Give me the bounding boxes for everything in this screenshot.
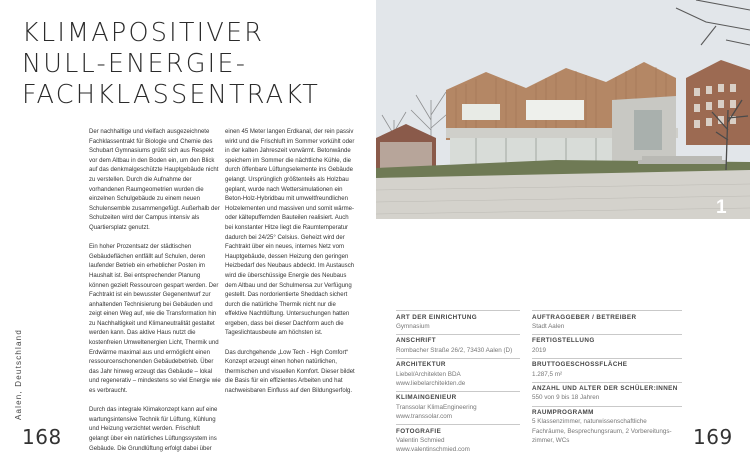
info-value-line: Fachräume, Besprechungsraum, 2 Vorbereitungs- <box>532 427 672 435</box>
info-label: FOTOGRAFIE <box>396 424 520 436</box>
info-value-line: Gymnasium <box>396 322 430 330</box>
info-value-line: Rombacher Straße 26/2, 73430 Aalen (D) <box>396 346 513 354</box>
info-value-line: www.valentinschmied.com <box>396 445 470 453</box>
body-column-2 <box>225 128 357 406</box>
building-photo-illustration <box>376 0 750 219</box>
info-label: BRUTTOGESCHOSSFLÄCHE <box>532 358 682 370</box>
info-label: KLIMAINGENIEUR <box>396 391 520 403</box>
info-value-line: 1.287,5 m² <box>532 370 563 378</box>
info-value-line: Liebel/Architekten BDA <box>396 370 461 378</box>
info-value-line: zimmer, WCs <box>532 436 570 444</box>
title-line-1: KLIMAPOSITIVER <box>22 18 265 48</box>
building-photo <box>376 0 750 219</box>
info-label: FERTIGSTELLUNG <box>532 334 682 346</box>
info-value-line: 550 von 9 bis 18 Jahren <box>532 394 600 402</box>
location-label: Aalen, Deutschland <box>14 329 23 420</box>
info-value <box>396 322 520 331</box>
info-value-line: Transsolar KlimaEngineering <box>396 403 477 411</box>
info-value-line: 5 Klassenzimmer, naturwissenschaftliche <box>532 418 647 426</box>
info-label: AUFTRAGGEBER / BETREIBER <box>532 310 682 322</box>
paragraph: Ein hoher Prozentsatz der städtischen Gebäudeflächen entfällt auf Schulen, deren laufender Betrieb ein erheblicher Posten im Haushalt ist. Bei entsprechender Planung können gezielt Ressourcen gespart werden. Der Fachtrakt ist ein bewusster Gegenentwurf zur anhaltenden Technisierung bei Gebäuden und zeigt einen Weg auf, wie die Transformation hin zu Nachhaltigkeit und Klimaneutralität gestaltet werden kann. Das aktive Haus nutzt die kostenfreien Umweltenergien Licht, Thermik und Erdwärme maximal aus und ermöglicht einen ressourcenschonenden Gebäudebetrieb. Über das Jahr hinweg erzeugt das Gebäude – lokal und regenerativ – mindestens so viel Energie wie es verbraucht. <box>89 244 221 395</box>
paragraph: Durch das integrale Klimakonzept kann auf eine wartungsintensive Technik für Lüftung, Kühlung und Heizung verzichtet werden. Frischluft gelangt über ein natürliches Lüftungssystem ins Gebäude. Die Grundlüftung erfolgt dabei über <box>89 407 218 452</box>
info-value-line: www.transsolar.com <box>396 412 452 420</box>
info-value <box>532 417 682 445</box>
info-value <box>396 436 520 454</box>
info-value <box>396 403 520 421</box>
info-value-line: 2019 <box>532 346 547 354</box>
paragraph: Das durchgehende „Low Tech - High Comfort“ Konzept erzeugt einen hohen natürlichen, thermischen und visuellen Komfort. Dieser bildet die Basis für ein effizientes Arbeiten und hat nachweisbaren Einfluss auf den Bildungserfolg. <box>225 349 355 395</box>
paragraph: einen 45 Meter langen Erdkanal, der rein passiv wirkt und die Frischluft im Sommer vorkühlt oder in der kalten Jahreszeit vorwärmt. Betonwände speichern im Sommer die nächtliche Kühle, die durch öffenbare Lüftungselemente ins Gebäude gelangt. Ursprünglich größtenteils als Holzbau geplant, wurde nach Wettersimulationen ein Beton-Holz-Hybridbau mit umweltfreundlichen Holzelementen und massiven und somit wärme- oder kältepuffernden Bauteilen realisiert. Auch bei konstanter Hitze liegt die Raumtemperatur dadurch bei 24/25° Celsius. Geheizt wird der Fachtrakt über ein neues, internes Netz vom Hauptgebäude, dessen Heizung den geringen Heizbedarf des Neubaus abdeckt. Im Austausch wird die überschüssige Energie des Neubaus dem Altbau und der Schulmensa zur Verfügung gestellt. Das nordorientierte Sheddach sichert durch die natürliche Thermik nicht nur die effektive Nachtlüftung. Untersuchungen hatten ergeben, dass bei dieser Dachform auch die Tageslichtausbeute am höchsten ist. <box>225 129 355 337</box>
page-number-right: 169 <box>693 425 733 449</box>
page-title <box>22 18 352 111</box>
info-value-line: Stadt Aalen <box>532 322 565 330</box>
info-label: ANZAHL UND ALTER DER SCHÜLER:INNEN <box>532 382 682 394</box>
project-info-left <box>396 307 520 456</box>
paragraph: Der nachhaltige und vielfach ausgezeichnete Fachklassentrakt für Biologie und Chemie des Schubart Gymnasiums grüßt sich aus Respekt vor dem Altbau in den Boden ein, um den Blick auf das denkmalgeschützte Hauptgebäude nicht zu verstellen. Durch die Aufnahme der vorhandenen Raumgeometrien wurden die einzelnen Schulgebäude zu einem neuen Schulensemble zusammengefügt. Außerhalb der Schulzeiten wird der Campus intensiv als Quartiersplatz genutzt. <box>89 129 220 231</box>
project-info-right <box>532 307 682 447</box>
info-label: ANSCHRIFT <box>396 334 520 346</box>
info-value <box>396 346 520 355</box>
info-value-line: Valentin Schmied <box>396 436 445 444</box>
body-column-1 <box>89 128 221 464</box>
info-value <box>532 370 682 379</box>
title-line-3: FACHKLASSENTRAKT <box>22 80 321 110</box>
info-label: ARCHITEKTUR <box>396 358 520 370</box>
info-value <box>532 346 682 355</box>
photo-number: 1 <box>716 197 727 218</box>
info-label: RAUMPROGRAMM <box>532 406 682 418</box>
info-value <box>396 370 520 388</box>
page-number-left: 168 <box>22 425 62 449</box>
info-value <box>532 393 682 402</box>
info-label: ART DER EINRICHTUNG <box>396 310 520 322</box>
title-line-2: NULL-ENERGIE- <box>22 49 248 79</box>
info-value-line: www.liebelarchitekten.de <box>396 379 466 387</box>
info-value <box>532 322 682 331</box>
